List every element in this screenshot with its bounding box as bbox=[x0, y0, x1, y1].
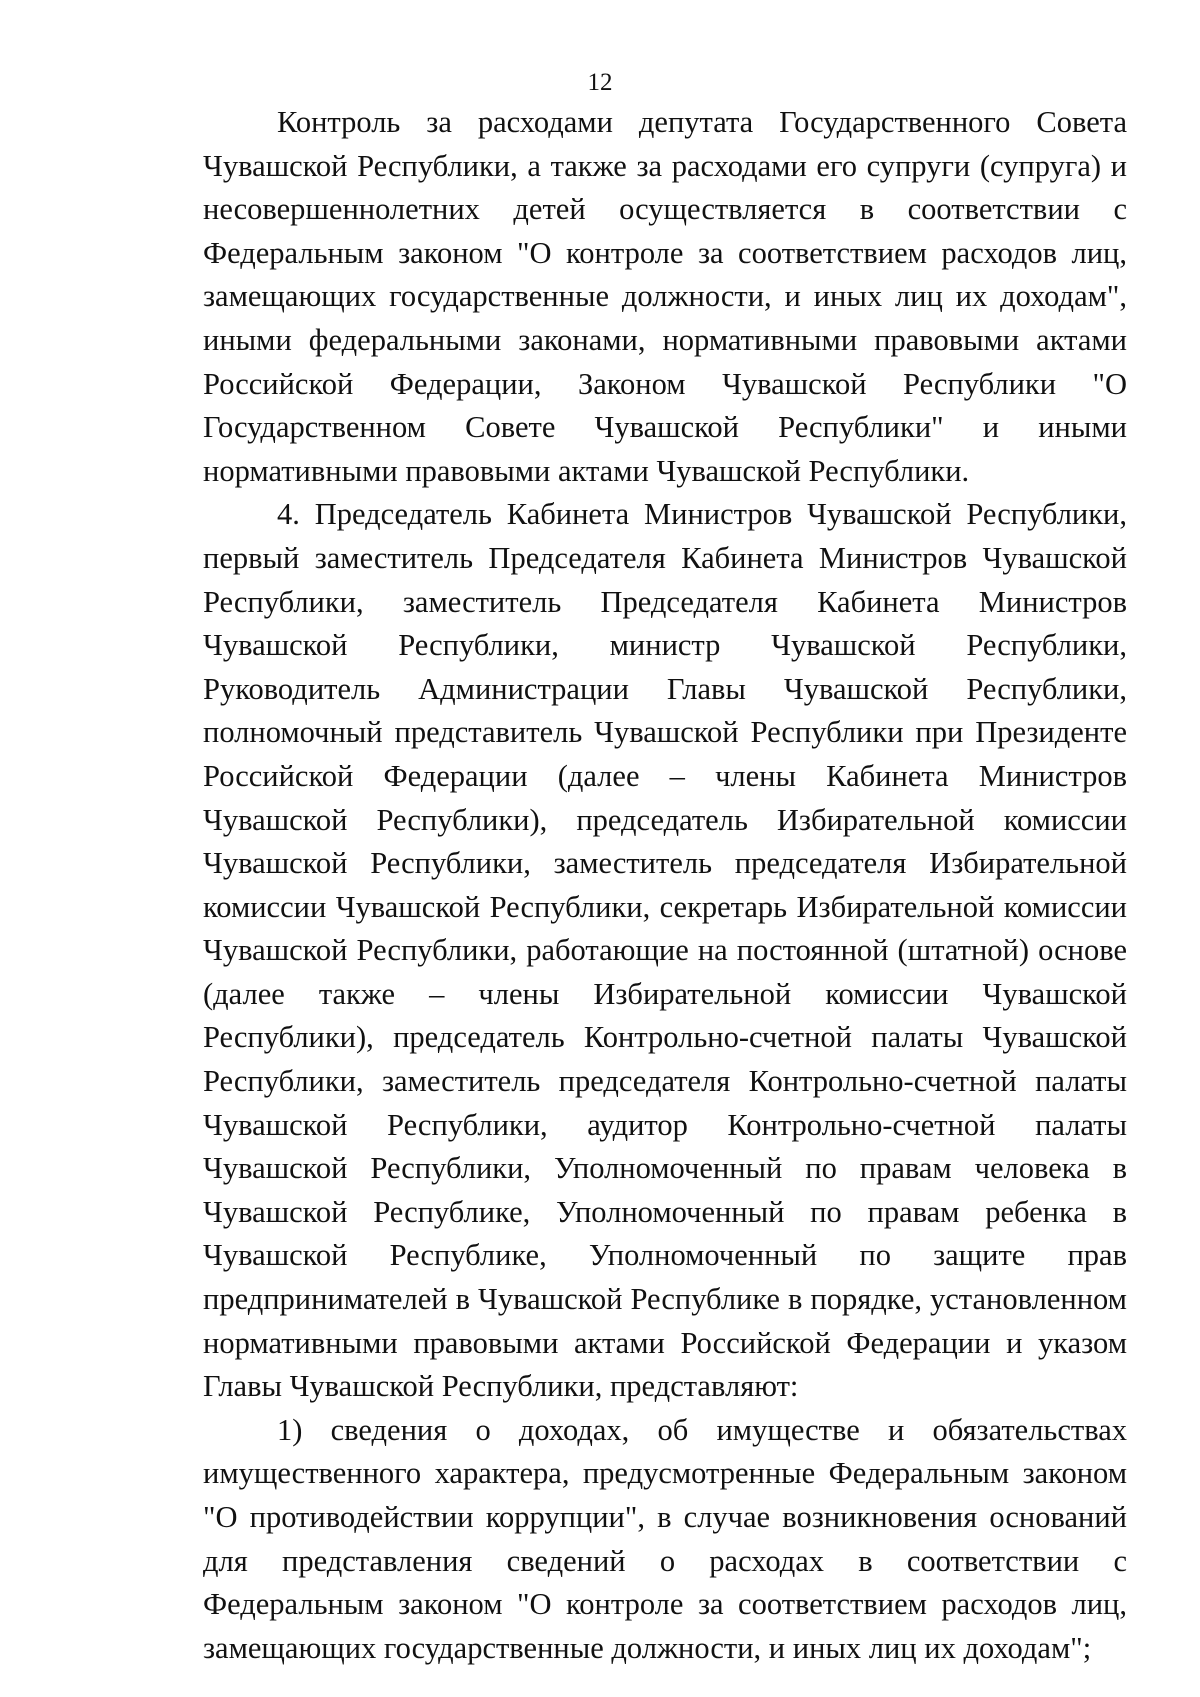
paragraph-subitem-1: 1) сведения о доходах, об имуществе и обязательствах имущественного характера, предусмотренные Федеральным законом "О противодействии коррупции", в случае возникновения оснований для представления сведений о расходах в соответствии с Федеральным законом "О контроле за соответствием расходов лиц, замещающих государственные должности, и иных лиц их доходам"; bbox=[203, 1412, 1127, 1665]
page-number: 12 bbox=[587, 69, 613, 96]
paragraph-expense-control: Контроль за расходами депутата Государственного Совета Чувашской Республики, а также за расходами его супруги (супруга) и несовершеннолетних детей осуществляется в соответствии с Федеральным законом "О контроле за соответствием расходов лиц, замещающих государственные должности, и иных лиц их доходам", иными федеральными законами, нормативными правовыми актами Российской Федерации, Законом Чувашской Республики "О Государственном Совете Чувашской Республики" и иными нормативными правовыми актами Чувашской Республики. bbox=[203, 105, 1127, 488]
document-body bbox=[203, 101, 1127, 1670]
paragraph-item-4: 4. Председатель Кабинета Министров Чувашской Республики, первый заместитель Председателя Кабинета Министров Чувашской Республики, заместитель Председателя Кабинета Министров Чувашской Республики, министр Чувашской Республики, Руководитель Администрации Главы Чувашской Республики, полномочный представитель Чувашской Республики при Президенте Российской Федерации (далее – члены Кабинета Министров Чувашской Республики), председатель Избирательной комиссии Чувашской Республики, заместитель председателя Избирательной комиссии Чувашской Республики, секретарь Избирательной комиссии Чувашской Республики, работающие на постоянной (штатной) основе (далее также – члены Избирательной комиссии Чувашской Республики), председатель Контрольно-счетной палаты Чувашской Республики, заместитель председателя Контрольно-счетной палаты Чувашской Республики, аудитор Контрольно-счетной палаты Чувашской Республики, Уполномоченный по правам человека в Чувашской Республике, Уполномоченный по правам ребенка в Чувашской Республике, Уполномоченный по защите прав предпринимателей в Чувашской Республике в порядке, установленном нормативными правовыми актами Российской Федерации и указом Главы Чувашской Республики, представляют: bbox=[203, 497, 1127, 1404]
